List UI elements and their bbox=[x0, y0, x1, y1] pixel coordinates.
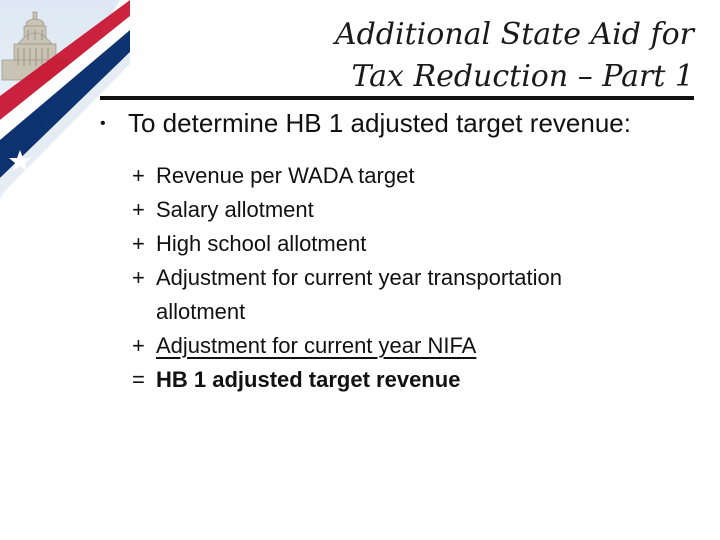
sub-item-list bbox=[100, 159, 700, 397]
list-item bbox=[132, 193, 700, 227]
list-item-continuation: allotment bbox=[156, 299, 246, 324]
list-item bbox=[132, 159, 700, 193]
title-underline-rule bbox=[100, 96, 694, 100]
list-item-text: Adjustment for current year NIFA bbox=[156, 333, 477, 358]
list-item-text: Revenue per WADA target bbox=[156, 163, 415, 188]
main-bullet bbox=[100, 106, 700, 141]
list-item-text: High school allotment bbox=[156, 231, 367, 256]
plus-icon: + bbox=[132, 163, 145, 188]
title-line-1: Additional State Aid for bbox=[334, 17, 694, 52]
slide-body bbox=[100, 106, 700, 397]
main-bullet-text: To determine HB 1 adjusted target revenue: bbox=[128, 108, 631, 138]
equals-icon: = bbox=[132, 367, 145, 392]
list-item bbox=[132, 329, 700, 363]
list-item-total-text: HB 1 adjusted target revenue bbox=[156, 367, 461, 392]
list-item bbox=[132, 227, 700, 261]
list-item-text: Adjustment for current year transportation bbox=[156, 265, 562, 290]
plus-icon: + bbox=[132, 231, 145, 256]
list-item bbox=[132, 261, 700, 329]
plus-icon: + bbox=[132, 265, 145, 290]
plus-icon: + bbox=[132, 197, 145, 222]
bullet-dot-icon: • bbox=[100, 115, 106, 132]
title-line-2: Tax Reduction – Part 1 bbox=[351, 59, 694, 94]
slide-title bbox=[174, 14, 694, 98]
list-item-text: Salary allotment bbox=[156, 197, 314, 222]
list-item-total bbox=[132, 363, 700, 397]
plus-icon: + bbox=[132, 333, 145, 358]
